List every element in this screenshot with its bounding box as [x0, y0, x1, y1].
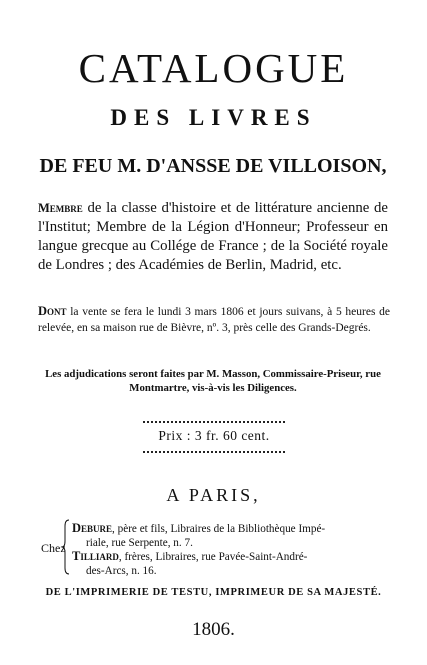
publisher-debure-line1: , père et fils, Libraires de la Bibliothèque Impé- [112, 523, 326, 535]
price-rule-top [143, 421, 285, 423]
publisher-debure [72, 521, 392, 550]
catalogue-subtitle: DES LIVRES [110, 105, 317, 130]
publisher-debure-line2: riale, rue Serpente, n. 7. [86, 537, 193, 549]
publisher-tilliard-line2: des-Arcs, n. 16. [86, 565, 157, 577]
publisher-tilliard-name: Tilliard [72, 549, 119, 563]
brace-icon [62, 519, 70, 575]
printer-line: DE L'IMPRIMERIE DE TESTU, IMPRIMEUR DE SA MAJESTÉ. [45, 587, 382, 598]
price-rule-bottom [143, 451, 285, 453]
catalogue-title: CATALOGUE [78, 45, 349, 91]
price-box [143, 421, 285, 453]
price-text: Prix : 3 fr. 60 cent. [158, 428, 270, 443]
sale-notice [38, 304, 390, 336]
publisher-debure-name: Debure [72, 521, 113, 535]
adjudications-notice: Les adjudications seront faites par M. Masson, Commissaire-Priseur, rue Montmartre, vis-à-vis les Diligences. [45, 368, 381, 394]
chez-label: Chez [41, 541, 66, 555]
author-description [38, 199, 388, 275]
publication-year: 1806. [192, 619, 235, 640]
author-line: DE FEU M. D'ANSSE DE VILLOISON, [39, 155, 387, 177]
description-lead: Membre [38, 201, 83, 215]
publisher-tilliard-line1: , frères, Libraires, rue Pavée-Saint-André- [118, 551, 308, 563]
sale-lead: Dont [38, 304, 67, 318]
description-text: de la classe d'histoire et de littérature ancienne de l'Institut; Membre de la Légion d'Honneur; Professeur en langue grecque au Collége de France ; de la Société royale de Londres ; des Académies de Berlin, Madrid, etc. [38, 200, 388, 273]
city-line: A PARIS, [166, 485, 261, 505]
publisher-tilliard [72, 549, 392, 578]
sale-text: la vente se fera le lundi 3 mars 1806 et jours suivans, à 5 heures de relevée, en sa maison rue de Bièvre, nº. 3, près celle des Grands-Degrés. [38, 306, 390, 334]
